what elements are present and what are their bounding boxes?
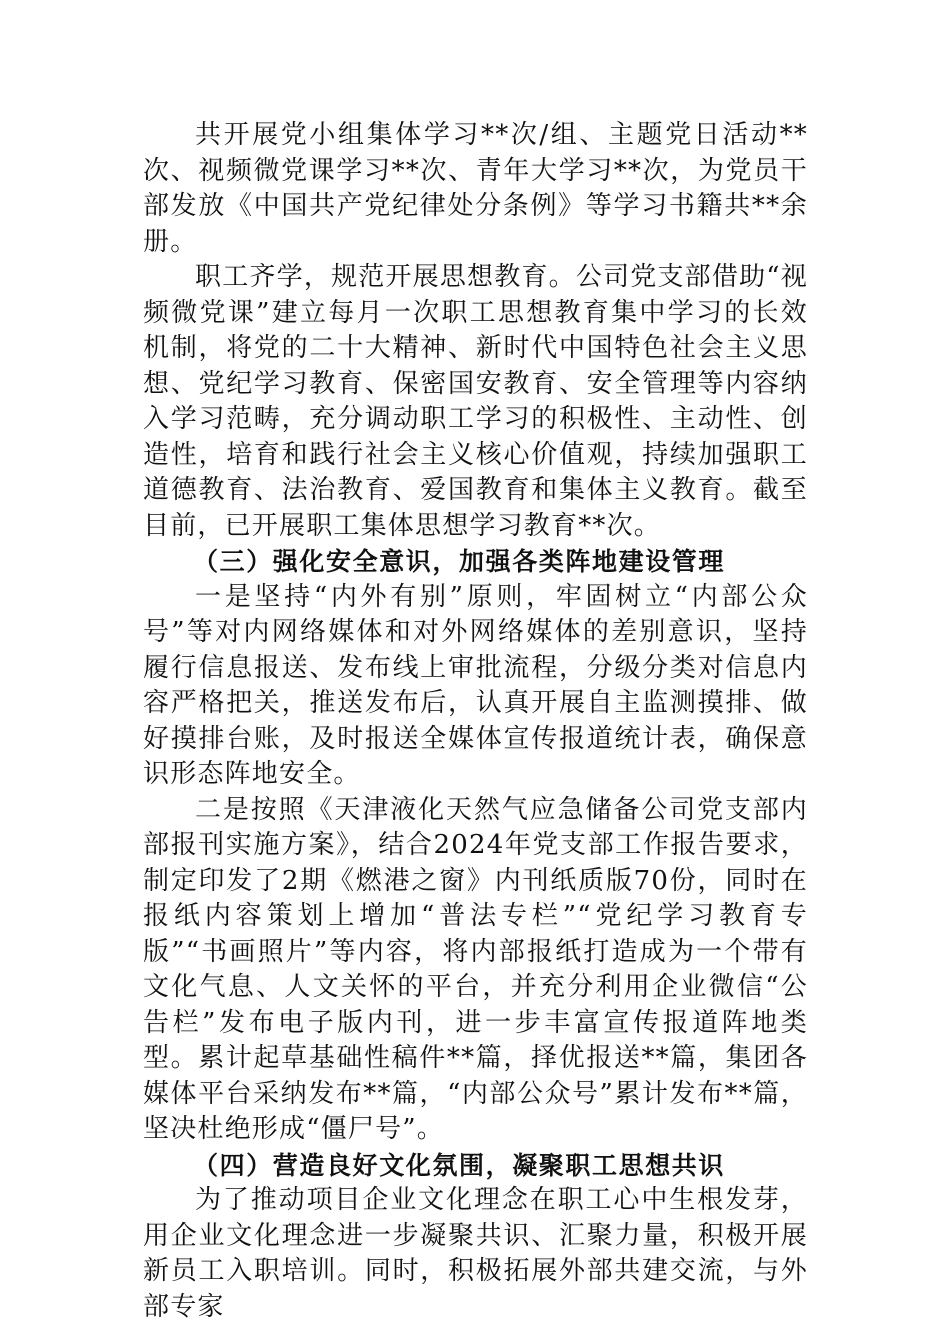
section-heading-4: （四）营造良好文化氛围，凝聚职工思想共识 <box>193 1150 726 1180</box>
paragraph-corporate-culture: 为了推动项目企业文化理念在职工心中生根发芽，用企业文化理念进一步凝聚共识、汇聚力量，积极开展新员工入职培训。同时，积极拓展外部共建交流，与外部专家 <box>143 1185 808 1322</box>
document-page <box>143 118 808 1325</box>
section-heading-3: （三）强化安全意识，加强各类阵地建设管理 <box>193 547 726 576</box>
paragraph-internal-journal: 二是按照《天津液化天然气应急储备公司党支部内部报刊实施方案》，结合2024年党支部工作报告要求，制定印发了2期《燃港之窗》内刊纸质版70份，同时在报纸内容策划上增加“普法专栏”“党纪学习教育专版”“书画照片”等内容，将内部报纸打造成为一个带有文化气息、人文关怀的平台，并充分利用企业微信“公告栏”发布电子版内刊，进一步丰富宣传报道阵地类型。累计起草基础性稿件**篇，择优报送**篇，集团各媒体平台采纳发布**篇，“内部公众号”累计发布**篇，坚决杜绝形成“僵尸号”。 <box>143 794 808 1144</box>
paragraph-study-stats: 共开展党小组集体学习**次/组、主题党日活动**次、视频微党课学习**次、青年大学习**次，为党员干部发放《中国共产党纪律处分条例》等学习书籍共**余册。 <box>143 120 808 257</box>
paragraph-staff-education: 职工齐学，规范开展思想教育。公司党支部借助“视频微党课”建立每月一次职工思想教育集中学习的长效机制，将党的二十大精神、新时代中国特色社会主义思想、党纪学习教育、保密国安教育、安全管理等内容纳入学习范畴，充分调动职工学习的积极性、主动性、创造性，培育和践行社会主义核心价值观，持续加强职工道德教育、法治教育、爱国教育和集体主义教育。截至目前，已开展职工集体思想学习教育**次。 <box>143 262 808 541</box>
paragraph-internal-external: 一是坚持“内外有别”原则，牢固树立“内部公众号”等对内网络媒体和对外网络媒体的差别意识，坚持履行信息报送、发布线上审批流程，分级分类对信息内容严格把关，推送发布后，认真开展自主监测摸排、做好摸排台账，及时报送全媒体宣传报道统计表，确保意识形态阵地安全。 <box>143 581 808 789</box>
